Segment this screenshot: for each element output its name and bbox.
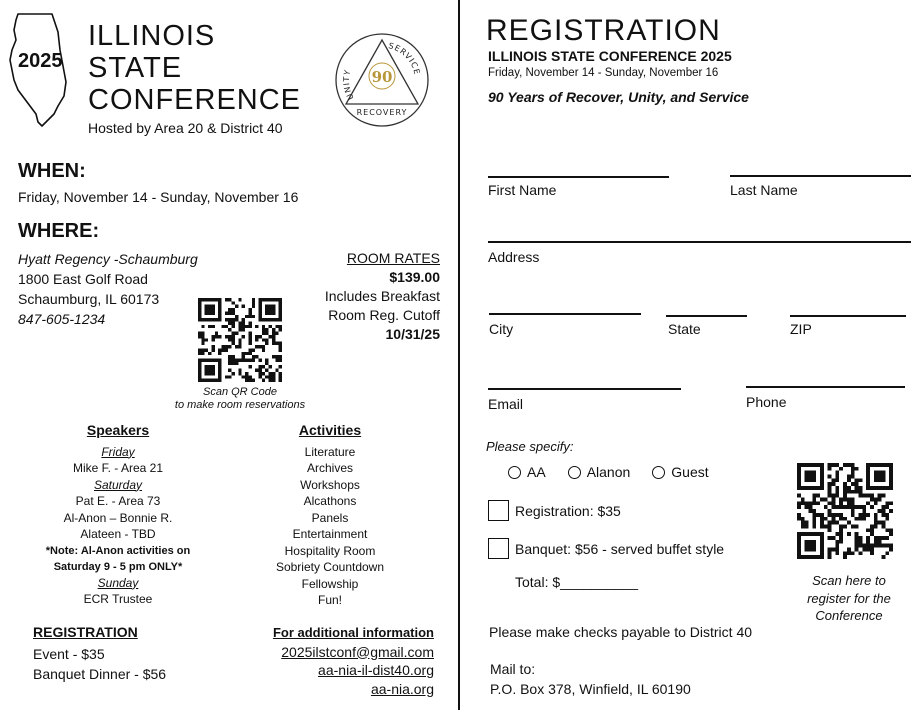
room-cutoff-date: 10/31/25 <box>385 326 440 342</box>
room-reservation-qr-code[interactable] <box>198 298 282 382</box>
radio-circle-icon[interactable] <box>508 466 521 479</box>
day-label: Saturday <box>93 477 143 492</box>
option-guest-label: Guest <box>671 464 709 480</box>
info-heading: For additional information <box>272 625 434 640</box>
speakers-list <box>28 422 208 608</box>
banquet-checkbox-label: Banquet: $56 - served buffet style <box>515 540 725 557</box>
last-name-label: Last Name <box>730 182 798 198</box>
qr-caption-line: to make room reservations <box>174 399 306 411</box>
option-alanon[interactable] <box>568 464 631 480</box>
registration-heading: REGISTRATION <box>33 624 138 640</box>
title-line: CONFERENCE <box>88 84 302 116</box>
venue-address-line1: 1800 East Golf Road <box>18 271 148 287</box>
phone-label: Phone <box>746 394 787 410</box>
registration-checkbox-row[interactable] <box>488 500 621 521</box>
where-heading: WHERE: <box>18 220 100 242</box>
activity-item: Literature <box>304 444 356 459</box>
activity-item: Sobriety Countdown <box>275 560 385 574</box>
state-field[interactable] <box>666 315 747 317</box>
venue-details <box>18 249 198 329</box>
activity-item: Entertainment <box>292 527 368 541</box>
alanon-note: *Note: Al-Anon activities on <box>45 544 191 557</box>
day-label: Sunday <box>97 575 139 590</box>
room-cutoff-label: Room Reg. Cutoff <box>328 307 440 323</box>
speaker-item: ECR Trustee <box>83 592 153 606</box>
activity-item: Fun! <box>317 593 342 607</box>
additional-info <box>273 624 434 698</box>
when-dates: Friday, November 14 - Sunday, November 16 <box>18 189 299 205</box>
activities-list <box>240 422 420 609</box>
info-email-link[interactable]: 2025ilstconf@gmail.com <box>281 643 434 660</box>
registration-checkbox-label: Registration: $35 <box>515 502 621 519</box>
first-name-label: First Name <box>488 182 557 198</box>
when-heading: WHEN: <box>18 160 86 182</box>
speaker-item: Mike F. - Area 21 <box>72 461 164 475</box>
activity-item: Alcathons <box>303 494 357 508</box>
mail-to-label: Mail to: <box>490 661 536 677</box>
address-label: Address <box>488 249 540 265</box>
speaker-item: Alateen - TBD <box>80 527 156 541</box>
activities-heading: Activities <box>298 422 362 438</box>
activity-item: Fellowship <box>301 576 359 591</box>
qr-caption-line: Scan QR Code <box>203 386 277 398</box>
radio-circle-icon[interactable] <box>652 466 665 479</box>
registration-prices <box>33 644 166 684</box>
last-name-field[interactable] <box>730 175 911 177</box>
total-field[interactable]: Total: $__________ <box>515 574 638 590</box>
mail-to-address: P.O. Box 378, Winfield, IL 60190 <box>490 681 691 697</box>
page-divider <box>458 0 460 710</box>
qr-caption <box>150 386 330 412</box>
first-name-field[interactable] <box>488 176 669 178</box>
registration-qr-code[interactable] <box>797 463 893 559</box>
activity-item: Panels <box>311 510 349 525</box>
speakers-heading: Speakers <box>86 422 150 438</box>
title-line: STATE <box>88 52 183 84</box>
phone-field[interactable] <box>746 386 905 388</box>
activity-item: Archives <box>306 461 353 475</box>
venue-address-line2: Schaumburg, IL 60173 <box>18 291 160 307</box>
scan-caption-line: Conference <box>815 608 883 623</box>
speaker-item: Al-Anon – Bonnie R. <box>63 510 173 525</box>
aa-triangle-logo-icon <box>332 30 432 130</box>
conference-title <box>88 20 301 116</box>
venue-phone: 847-605-1234 <box>18 311 106 327</box>
speaker-item: Pat E. - Area 73 <box>75 494 161 508</box>
scan-caption-line: Scan here to <box>812 573 886 588</box>
room-rates <box>325 249 440 344</box>
option-aa-label: AA <box>527 464 546 480</box>
alanon-note: Saturday 9 - 5 pm ONLY* <box>53 560 183 573</box>
room-rate-includes: Includes Breakfast <box>324 288 440 304</box>
hosted-by: Hosted by Area 20 & District 40 <box>88 120 283 136</box>
room-rates-heading: ROOM RATES <box>346 250 440 266</box>
banquet-checkbox-row[interactable] <box>488 538 724 559</box>
state-label: State <box>668 321 701 337</box>
zip-field[interactable] <box>790 315 906 317</box>
logo-unity-text: UNITY <box>341 68 356 102</box>
city-field[interactable] <box>489 313 641 315</box>
option-alanon-label: Alanon <box>586 464 631 480</box>
logo-service-text: SERVICE <box>387 41 422 76</box>
zip-label: ZIP <box>790 321 812 337</box>
radio-circle-icon[interactable] <box>568 466 581 479</box>
day-label: Friday <box>101 444 135 459</box>
conference-year: 2025 <box>18 50 63 72</box>
form-dates: Friday, November 14 - Sunday, November 16 <box>488 67 719 79</box>
title-line: ILLINOIS <box>88 20 216 52</box>
scan-register-caption <box>790 572 908 625</box>
attendee-type-options <box>508 464 709 480</box>
room-rate-price: $139.00 <box>389 269 440 285</box>
option-guest[interactable] <box>652 464 708 480</box>
specify-label: Please specify: <box>486 439 574 454</box>
venue-name: Hyatt Regency -Schaumburg <box>18 251 198 267</box>
activity-item: Hospitality Room <box>284 543 376 558</box>
city-label: City <box>489 321 514 337</box>
info-site-link[interactable]: aa-nia.org <box>370 680 434 697</box>
form-title: REGISTRATION <box>486 14 721 47</box>
activity-item: Workshops <box>300 477 360 492</box>
address-field[interactable] <box>488 241 911 243</box>
form-tagline: 90 Years of Recover, Unity, and Service <box>488 89 749 105</box>
event-price: Event - $35 <box>33 646 105 662</box>
logo-ninety-text: 90 <box>371 68 393 86</box>
registration-checkbox[interactable] <box>488 500 509 521</box>
form-subtitle: ILLINOIS STATE CONFERENCE 2025 <box>488 48 732 64</box>
email-label: Email <box>488 396 524 412</box>
payable-note: Please make checks payable to District 40 <box>489 624 753 640</box>
svg-text:UNITY <box>342 68 356 101</box>
banquet-checkbox[interactable] <box>488 538 509 559</box>
mail-to <box>490 659 691 699</box>
option-aa[interactable] <box>508 464 546 480</box>
banquet-price: Banquet Dinner - $56 <box>33 666 167 682</box>
info-site-link[interactable]: aa-nia-il-dist40.org <box>318 662 434 678</box>
scan-caption-line: register for the <box>807 590 891 606</box>
logo-recovery-text: RECOVERY <box>356 108 408 117</box>
email-field[interactable] <box>488 388 681 390</box>
